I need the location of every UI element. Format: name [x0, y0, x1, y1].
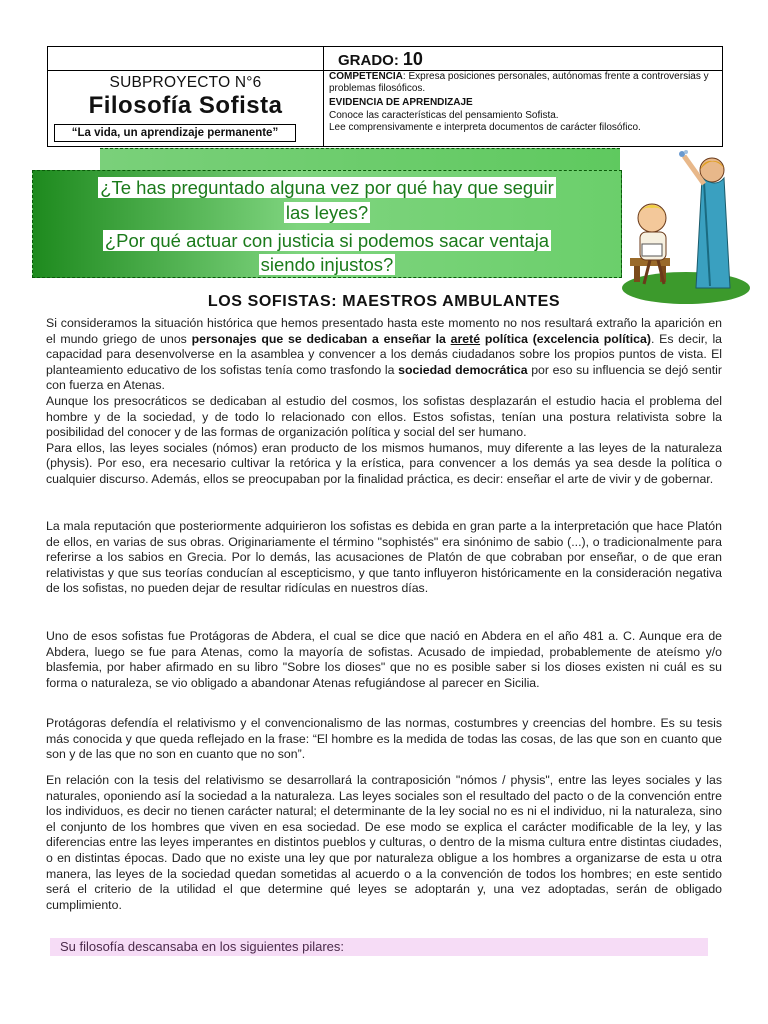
evidence-item-1: Conoce las características del pensamiento Sofista. [329, 109, 559, 121]
paragraph-6-text: Protágoras defendía el relativismo y el convencionalismo de las normas, costumbres y creencias del hombre. Es su tesis más conocida y que queda reflejado en la frase: “El hombre es la medida de todas las cosas, de las que son en cuanto que son y de las que no son en cuanto que no son”. [46, 716, 722, 762]
grade-value: 10 [402, 49, 423, 69]
banner-text-2: las leyes? [285, 202, 369, 223]
p1-part-e: . Es decir, la capacidad para desenvolverse en la asamblea y convencer a los demás ciudadanos sobre los propios puntos de vista. El planteamiento educativo de los sofistas tenía como trasfondo la [46, 331, 723, 377]
paragraph-3-text: Para ellos, las leyes sociales (nómos) eran producto de los mismos humanos, muy diferente a las leyes de la naturaleza (physis). Por eso, era necesario cultivar la retórica y la erística, para convencer a los demás ya sea desde la política o cualquier discurso. Además, ellos se preocupaban por la finalidad práctica, es decir: enseñar el arte de vivir y de gobernar. [46, 440, 722, 486]
banner-line-4 [0, 253, 654, 277]
banner-line-1 [0, 176, 654, 200]
p1-part-b: personajes que se dedicaban a enseñar la [191, 331, 451, 346]
project-cell [48, 71, 324, 147]
project-title: Filosofía Sofista [88, 92, 283, 119]
evidence-item-2: Lee comprensivamente e interpreta documentos de carácter filosófico. [329, 121, 641, 133]
banner-tab [100, 148, 620, 171]
grade-row [48, 47, 722, 71]
banner-text-4: siendo injustos? [260, 254, 394, 275]
header-table [47, 46, 723, 147]
greek-teacher-and-student-icon [620, 148, 750, 308]
banner-text-3: ¿Por qué actuar con justicia si podemos sacar ventaja [104, 230, 550, 251]
evidence-label: EVIDENCIA DE APRENDIZAJE [329, 97, 473, 109]
grade-caption: GRADO: [338, 52, 399, 69]
motto-box: “La vida, un aprendizaje permanente” [54, 124, 296, 142]
paragraph-1-text [46, 316, 722, 394]
p1-part-g: por eso su influencia se dejó sentir con fuerza en Atenas. [46, 362, 722, 393]
p1-part-a: Si consideramos la situación histórica que hemos presentado hasta este momento no nos resultará extraño la aparición en el mundo griego de unos [46, 316, 722, 346]
banner-line-3 [0, 229, 654, 253]
paragraph-4-text: La mala reputación que posteriormente adquirieron los sofistas es debida en gran parte a la interpretación que hace Platón de ellos, en varias de sus obras. Originariamente el término "sophistés" era sinónimo de sabio (...), o tradicionalmente para referirse a los sabios en Grecia. Por lo demás, las acusaciones de Platón de que cobraban por enseñar, o de que eran relativistas y que sus teorías conducían al escepticismo, y que tanto influyeron históricamente en la consideración negativa de los sofistas, no pueden dejar de resultar ridículas en nuestros días. [46, 519, 722, 596]
p1-arete: areté [450, 331, 481, 346]
article-paragraph-1 [46, 316, 722, 488]
grade-label [338, 47, 423, 73]
paragraph-5-text: Uno de esos sofistas fue Protágoras de Abdera, el cual se dice que nació en Abdera en el año 481 a. C. Aunque era de Abdera, luego se fue para Atenas, como la mayoría de sofistas. Acusado de impiedad, probablemente de ateísmo y/o blasfemia, por haber afirmado en su libro "Sobre los dioses" que no es posible saber si los dioses existen ni cuál es su forma o naturaleza, se vio obligado a abandonar Atenas refugiándose al parecer en Sicilia. [46, 629, 722, 690]
paragraph-7-text: En relación con la tesis del relativismo se desarrollará la contraposición "nómos / physis", entre las leyes sociales y las naturales, oponiendo así la sociedad a la naturaleza. Las leyes sociales son el resultado del pacto o de la convención entre los individuos, es decir no tienen carácter natural; el determinante de la ley social no es ni el individuo, ni la naturaleza, sino el conjunto de los hombres que viven en esa sociedad. De ese modo se explica el carácter modificable de la ley, y las diferencias entre las leyes imperantes en distintos pueblos y culturas, o dentro de la misma cultura entre distintas ciudades, o en distintas épocas. Dado que no existe una ley que por naturaleza obligue a los hombres a organizarse de esta u otra manera, las leyes de la sociedad quedan sometidas al acuerdo o a la convención de todos los hombres; en este sentido será el criterio de la utilidad el que determine qué leyes se adoptarán y, una vez adoptadas, serán de obligado cumplimiento. [46, 773, 722, 912]
grade-divider [323, 47, 324, 71]
competence-cell [329, 71, 721, 147]
banner-text-1: ¿Te has preguntado alguna vez por qué hay que seguir [100, 177, 554, 198]
p1-part-d: política (excelencia política) [480, 331, 651, 346]
paragraph-2-text: Aunque los presocráticos se dedicaban al estudio del cosmos, los sofistas desplazarán el estudio hacia el problema del hombre y de la sociedad, y de todo lo relacionado con ellos. Estos sofistas, tenían una postura relativista sobre la posibilidad del conocer y de las formas de organización política y social del ser humano. [46, 393, 722, 440]
p1-part-f: sociedad democrática [398, 362, 528, 377]
banner-line-2 [0, 201, 654, 225]
article-title: LOS SOFISTAS: MAESTROS AMBULANTES [207, 293, 561, 310]
subproject-number: SUBPROYECTO N°6 [109, 74, 262, 91]
competence-label: COMPETENCIA [329, 71, 403, 82]
competence-text [329, 71, 721, 95]
pillars-heading: Su filosofía descansaba en los siguientes pilares: [50, 938, 708, 956]
competence-body: : Expresa posiciones personales, autónomas frente a controversias y problemas filosóficos. [329, 71, 709, 95]
